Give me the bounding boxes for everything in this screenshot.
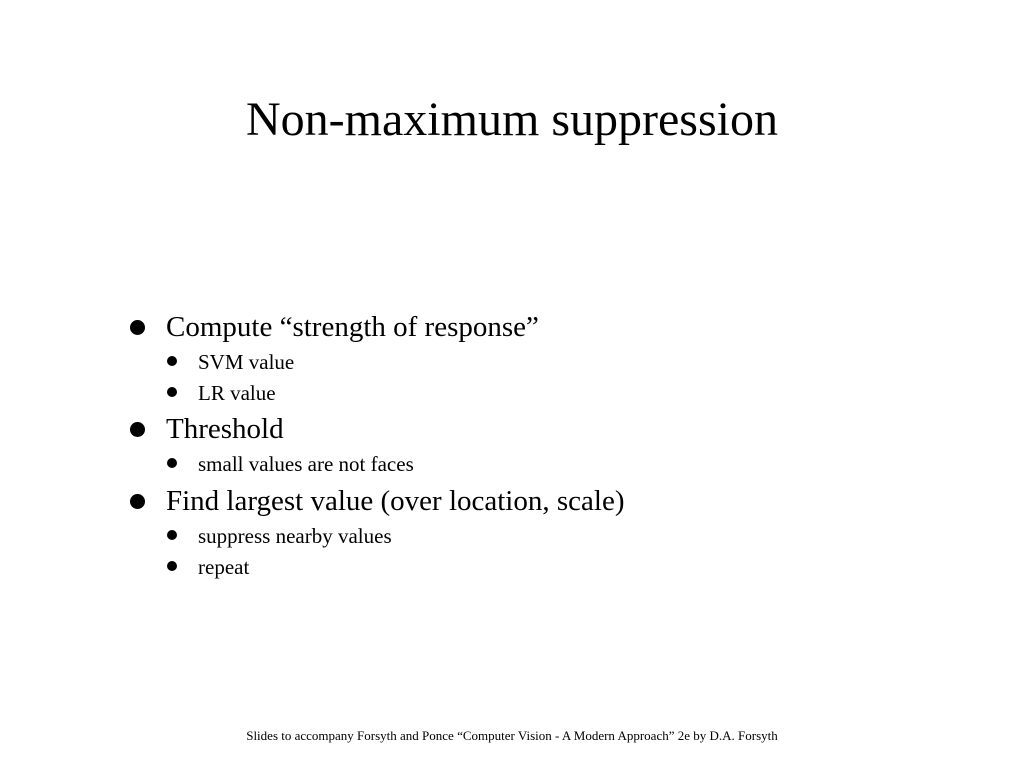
sub-bullet-repeat [0,554,1024,582]
bullet-find-largest [0,483,1024,523]
slide-footer: Slides to accompany Forsyth and Ponce “Computer Vision - A Modern Approach” 2e by D.A. Forsyth [246,728,778,743]
bullet-text: Compute “strength of response” [166,311,539,343]
sub-bullet-text: suppress nearby values [198,524,392,548]
sub-bullet-dot-icon [167,458,177,468]
sub-bullet-text: small values are not faces [198,452,414,476]
sub-bullet-lr [0,380,1024,408]
sub-bullet-text: repeat [198,555,250,579]
sub-bullet-svm [0,349,1024,377]
bullet-dot-icon [130,422,145,437]
bullet-text: Threshold [166,413,284,445]
sub-bullet-dot-icon [167,530,177,540]
sub-bullet-dot-icon [167,387,177,397]
sub-bullet-dot-icon [167,561,177,571]
sub-bullet-small-values [0,451,1024,479]
slide-title: Non-maximum suppression [246,93,778,146]
sub-bullet-dot-icon [167,356,177,366]
bullet-dot-icon [130,494,145,509]
bullet-dot-icon [130,320,145,335]
sub-bullet-text: LR value [198,381,276,405]
bullet-compute [0,309,1024,349]
bullet-threshold [0,411,1024,451]
bullet-text: Find largest value (over location, scale) [166,485,625,517]
sub-bullet-text: SVM value [198,350,295,374]
sub-bullet-suppress [0,523,1024,551]
